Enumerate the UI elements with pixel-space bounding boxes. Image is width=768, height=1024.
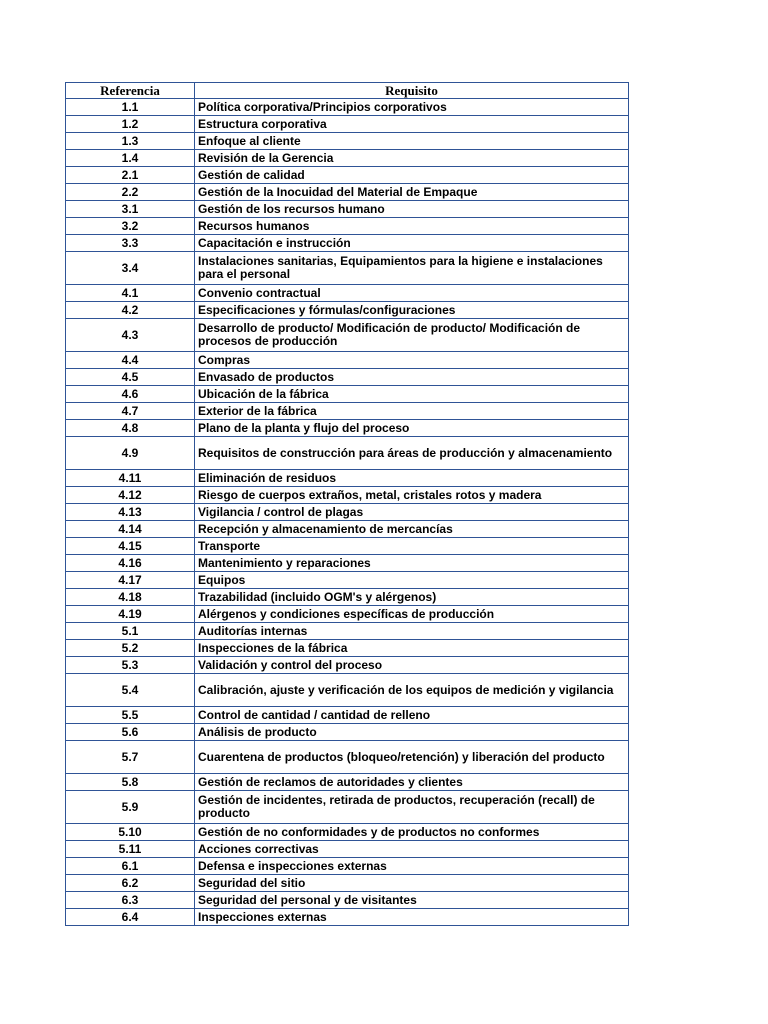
reference-cell: 5.5 [66,707,195,724]
requirements-body [66,99,629,926]
requirement-cell: Seguridad del sitio [195,875,629,892]
requirement-cell: Plano de la planta y flujo del proceso [195,420,629,437]
requirements-table [65,82,629,926]
reference-cell: 5.6 [66,724,195,741]
table-row [66,841,629,858]
requirement-cell: Compras [195,352,629,369]
requirement-cell: Política corporativa/Principios corporativos [195,99,629,116]
requirement-cell: Especificaciones y fórmulas/configuraciones [195,302,629,319]
requirement-column-header: Requisito [195,83,629,99]
requirement-cell: Calibración, ajuste y verificación de los equipos de medición y vigilancia [195,674,629,707]
table-row [66,352,629,369]
requirement-cell: Seguridad del personal y de visitantes [195,892,629,909]
header-row [66,83,629,99]
requirement-cell: Ubicación de la fábrica [195,386,629,403]
requirement-cell: Gestión de la Inocuidad del Material de Empaque [195,184,629,201]
table-row [66,707,629,724]
reference-cell: 4.19 [66,606,195,623]
requirement-cell: Equipos [195,572,629,589]
table-row [66,791,629,824]
table-row [66,504,629,521]
table-row [66,403,629,420]
table-row [66,369,629,386]
table-row [66,235,629,252]
requirement-cell: Validación y control del proceso [195,657,629,674]
reference-cell: 4.16 [66,555,195,572]
table-row [66,640,629,657]
table-row [66,487,629,504]
reference-cell: 4.8 [66,420,195,437]
requirement-cell: Vigilancia / control de plagas [195,504,629,521]
reference-cell: 4.14 [66,521,195,538]
reference-cell: 5.8 [66,774,195,791]
requirement-cell: Gestión de los recursos humano [195,201,629,218]
table-row [66,420,629,437]
requirement-cell: Defensa e inspecciones externas [195,858,629,875]
table-row [66,285,629,302]
table-row [66,116,629,133]
reference-cell: 5.2 [66,640,195,657]
requirement-cell: Gestión de incidentes, retirada de productos, recuperación (recall) de producto [195,791,629,824]
requirement-cell: Enfoque al cliente [195,133,629,150]
table-row [66,555,629,572]
reference-cell: 6.1 [66,858,195,875]
reference-cell: 4.5 [66,369,195,386]
requirement-cell: Eliminación de residuos [195,470,629,487]
reference-cell: 4.7 [66,403,195,420]
reference-cell: 4.17 [66,572,195,589]
table-row [66,218,629,235]
reference-cell: 3.2 [66,218,195,235]
reference-column-header: Referencia [66,83,195,99]
table-row [66,741,629,774]
requirement-cell: Control de cantidad / cantidad de relleno [195,707,629,724]
table-row [66,437,629,470]
table-row [66,99,629,116]
table-row [66,538,629,555]
reference-cell: 1.1 [66,99,195,116]
requirement-cell: Revisión de la Gerencia [195,150,629,167]
table-row [66,572,629,589]
reference-cell: 5.4 [66,674,195,707]
requirement-cell: Exterior de la fábrica [195,403,629,420]
table-row [66,623,629,640]
reference-cell: 1.2 [66,116,195,133]
reference-cell: 4.9 [66,437,195,470]
requirement-cell: Riesgo de cuerpos extraños, metal, cristales rotos y madera [195,487,629,504]
reference-cell: 4.2 [66,302,195,319]
table-row [66,386,629,403]
table-row [66,824,629,841]
requirement-cell: Recepción y almacenamiento de mercancías [195,521,629,538]
requirement-cell: Mantenimiento y reparaciones [195,555,629,572]
table-row [66,252,629,285]
requirement-cell: Desarrollo de producto/ Modificación de producto/ Modificación de procesos de producción [195,319,629,352]
requirement-cell: Inspecciones externas [195,909,629,926]
table-row [66,521,629,538]
table-row [66,167,629,184]
reference-cell: 6.2 [66,875,195,892]
requirement-cell: Gestión de no conformidades y de productos no conformes [195,824,629,841]
reference-cell: 5.9 [66,791,195,824]
reference-cell: 4.13 [66,504,195,521]
table-row [66,302,629,319]
requirement-cell: Transporte [195,538,629,555]
reference-cell: 3.1 [66,201,195,218]
table-row [66,774,629,791]
requirement-cell: Inspecciones de la fábrica [195,640,629,657]
reference-cell: 1.3 [66,133,195,150]
reference-cell: 5.11 [66,841,195,858]
reference-cell: 4.1 [66,285,195,302]
requirement-cell: Alérgenos y condiciones específicas de producción [195,606,629,623]
reference-cell: 5.10 [66,824,195,841]
table-row [66,724,629,741]
table-row [66,184,629,201]
requirement-cell: Estructura corporativa [195,116,629,133]
table-row [66,201,629,218]
reference-cell: 4.12 [66,487,195,504]
table-row [66,150,629,167]
reference-cell: 6.3 [66,892,195,909]
requirement-cell: Análisis de producto [195,724,629,741]
table-row [66,470,629,487]
requirement-cell: Requisitos de construcción para áreas de producción y almacenamiento [195,437,629,470]
requirement-cell: Gestión de reclamos de autoridades y clientes [195,774,629,791]
table-row [66,589,629,606]
requirement-cell: Trazabilidad (incluido OGM's y alérgenos) [195,589,629,606]
requirement-cell: Acciones correctivas [195,841,629,858]
reference-cell: 4.15 [66,538,195,555]
requirement-cell: Convenio contractual [195,285,629,302]
table-row [66,875,629,892]
reference-cell: 6.4 [66,909,195,926]
reference-cell: 4.4 [66,352,195,369]
requirement-cell: Capacitación e instrucción [195,235,629,252]
reference-cell: 5.3 [66,657,195,674]
reference-cell: 4.6 [66,386,195,403]
reference-cell: 3.4 [66,252,195,285]
requirement-cell: Cuarentena de productos (bloqueo/retención) y liberación del producto [195,741,629,774]
table-row [66,657,629,674]
requirement-cell: Gestión de calidad [195,167,629,184]
table-row [66,909,629,926]
reference-cell: 4.11 [66,470,195,487]
requirement-cell: Instalaciones sanitarias, Equipamientos para la higiene e instalaciones para el personal [195,252,629,285]
reference-cell: 5.1 [66,623,195,640]
requirement-cell: Recursos humanos [195,218,629,235]
reference-cell: 3.3 [66,235,195,252]
reference-cell: 2.1 [66,167,195,184]
reference-cell: 1.4 [66,150,195,167]
table-row [66,319,629,352]
table-row [66,858,629,875]
requirement-cell: Auditorías internas [195,623,629,640]
reference-cell: 5.7 [66,741,195,774]
reference-cell: 4.3 [66,319,195,352]
table-row [66,606,629,623]
table-row [66,133,629,150]
table-row [66,674,629,707]
reference-cell: 2.2 [66,184,195,201]
reference-cell: 4.18 [66,589,195,606]
table-row [66,892,629,909]
requirement-cell: Envasado de productos [195,369,629,386]
